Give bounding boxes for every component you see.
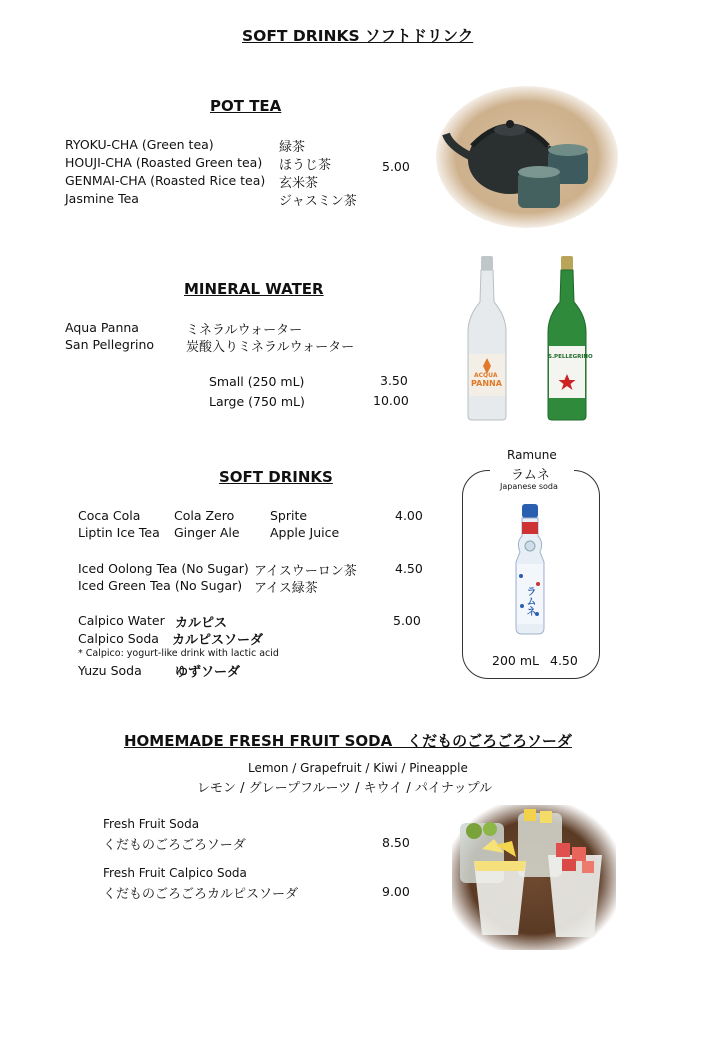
pot-tea-title: POT TEA: [210, 97, 282, 115]
fruit-list-jp: レモン / グレープフルーツ / キウイ / パイナップル: [197, 781, 493, 796]
soft-drinks-price-a: 4.00: [395, 508, 423, 523]
drink-item: Cola Zero: [174, 508, 235, 523]
ramune-bottle-label: ラムネ: [524, 586, 535, 616]
ramune-price: 4.50: [550, 653, 578, 668]
menu-item-en: RYOKU-CHA (Green tea): [65, 137, 214, 152]
soft-drinks-price-c: 5.00: [393, 613, 421, 628]
green-tea-en: Iced Green Tea (No Sugar): [78, 578, 243, 593]
water-item-jp: ミネラルウォーター: [186, 323, 303, 338]
water-price-large: 10.00: [373, 393, 409, 408]
water-item-jp: 炭酸入りミネラルウォーター: [186, 340, 355, 355]
drink-item: Apple Juice: [270, 525, 340, 540]
fruit-calpico-soda-en: Fresh Fruit Calpico Soda: [103, 866, 247, 880]
mineral-water-title: MINERAL WATER: [184, 280, 324, 298]
ramune-bottle: [510, 502, 550, 636]
water-size-large: Large (750 mL): [209, 394, 305, 409]
calpico-water-en: Calpico Water: [78, 613, 165, 628]
fruit-soda-illustration: [452, 805, 616, 950]
pellegrino-label: S.PELLEGRINO: [548, 354, 593, 360]
calpico-soda-jp: カルピスソーダ: [172, 633, 264, 648]
drink-item: Ginger Ale: [174, 525, 240, 540]
yuzu-soda-en: Yuzu Soda: [78, 663, 142, 678]
yuzu-soda-jp: ゆずソーダ: [175, 665, 241, 680]
ramune-subtitle: Japanese soda: [500, 482, 558, 491]
water-item-en: San Pellegrino: [65, 337, 155, 352]
calpico-soda-en: Calpico Soda: [78, 631, 159, 646]
ramune-size: 200 mL: [492, 653, 539, 668]
teapot-image: [436, 86, 618, 228]
menu-item-jp: 玄米茶: [279, 176, 319, 191]
water-item-en: Aqua Panna: [65, 320, 139, 335]
fruit-soda-price: 8.50: [382, 835, 410, 850]
menu-item-en: HOUJI-CHA (Roasted Green tea): [65, 155, 263, 170]
oolong-tea-jp: アイスウーロン茶: [254, 564, 357, 579]
ramune-name-en: Ramune: [507, 448, 557, 462]
calpico-note: * Calpico: yogurt-like drink with lactic acid: [78, 648, 279, 659]
menu-item-jp: ジャスミン茶: [279, 194, 357, 209]
fruit-soda-image: [452, 805, 616, 950]
fruit-calpico-soda-price: 9.00: [382, 884, 410, 899]
acqua-panna-bottle: [462, 254, 512, 422]
fruit-calpico-soda-jp: くだものごろごろカルピスソーダ: [103, 887, 299, 902]
panna-label: PANNA: [471, 379, 502, 388]
page-title: SOFT DRINKS ソフトドリンク: [242, 27, 474, 45]
water-price-small: 3.50: [380, 373, 408, 388]
ramune-name-jp: ラムネ: [511, 468, 550, 483]
san-pellegrino-bottle: [542, 254, 592, 422]
fruit-list-en: Lemon / Grapefruit / Kiwi / Pineapple: [248, 761, 468, 775]
menu-item-jp: ほうじ茶: [279, 158, 332, 173]
drink-item: Coca Cola: [78, 508, 141, 523]
menu-item-en: Jasmine Tea: [65, 191, 139, 206]
fruit-soda-title: HOMEMADE FRESH FRUIT SODA くだものごろごろソーダ: [124, 732, 572, 750]
calpico-water-jp: カルピス: [175, 616, 228, 631]
panna-label-top: ACQUA: [474, 372, 498, 379]
fruit-soda-jp: くだものごろごろソーダ: [103, 838, 246, 853]
soft-drinks-title: SOFT DRINKS: [219, 468, 333, 486]
water-size-small: Small (250 mL): [209, 374, 305, 389]
menu-item-en: GENMAI-CHA (Roasted Rice tea): [65, 173, 266, 188]
pot-tea-price: 5.00: [382, 159, 410, 174]
drink-item: Sprite: [270, 508, 308, 523]
green-tea-jp: アイス緑茶: [254, 581, 318, 596]
soft-drinks-price-b: 4.50: [395, 561, 423, 576]
drink-item: Liptin Ice Tea: [78, 525, 160, 540]
oolong-tea-en: Iced Oolong Tea (No Sugar): [78, 561, 249, 576]
fruit-soda-en: Fresh Fruit Soda: [103, 817, 200, 831]
teapot-illustration: [436, 86, 618, 228]
menu-item-jp: 緑茶: [279, 140, 306, 155]
